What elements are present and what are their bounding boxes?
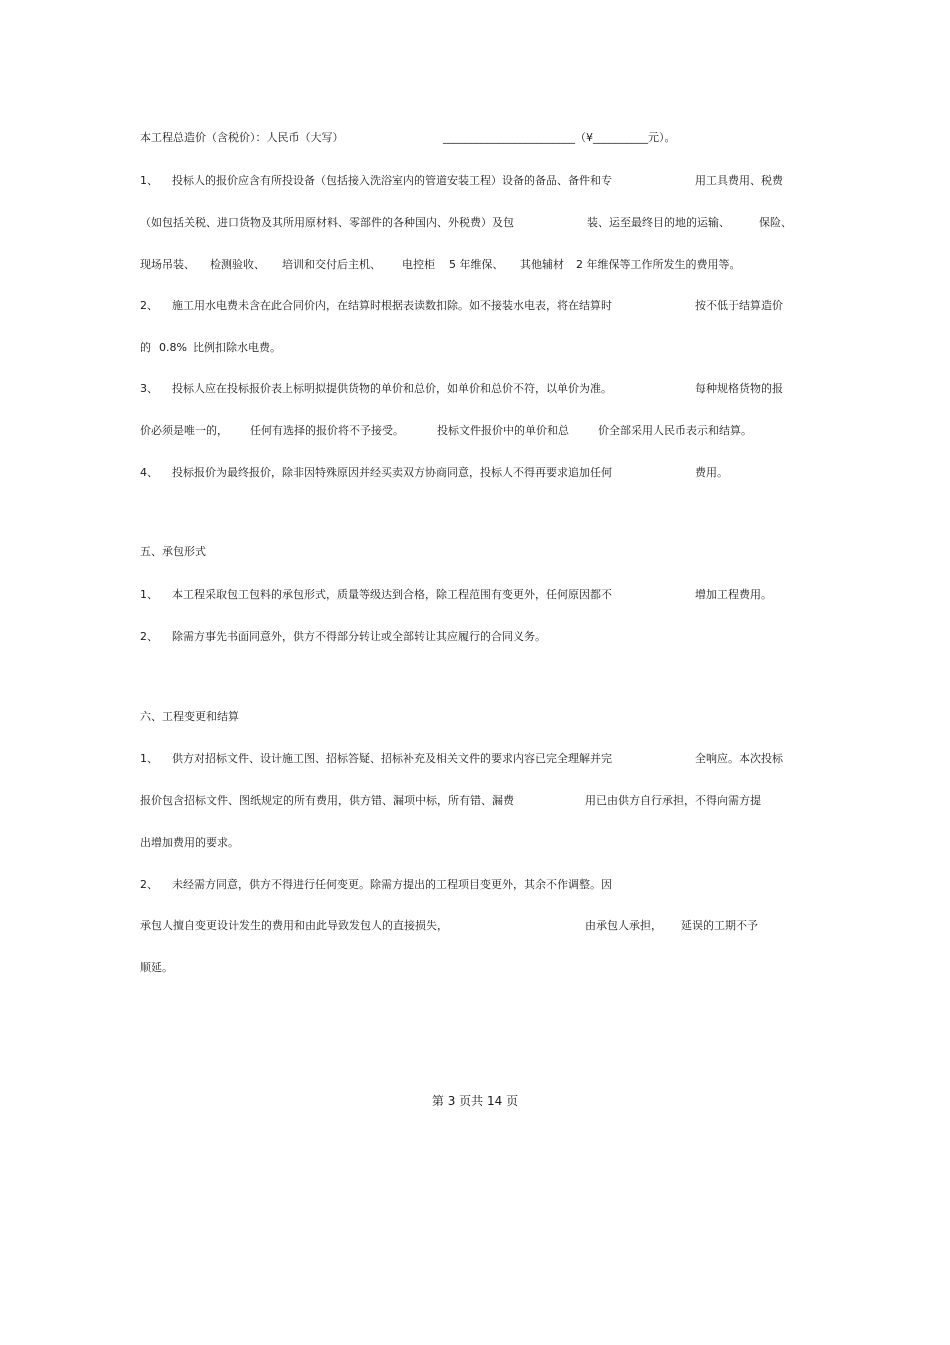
text-line-8-segment-2: 费用。: [695, 466, 728, 479]
text-line-17-segment-1: 由承包人承担，: [585, 919, 662, 932]
text-line-8-segment-0: 4、: [140, 466, 158, 479]
text-line-17-segment-2: 延误的工期不予: [681, 919, 758, 932]
text-line-5-segment-1: 0.8%: [159, 341, 187, 354]
page-footer: 第 3 页共 14 页: [431, 1094, 519, 1108]
text-line-12-segment-0: 六、工程变更和结算: [140, 710, 239, 723]
text-line-7-segment-3: 价全部采用人民币表示和结算。: [598, 424, 752, 437]
text-line-10-segment-1: 本工程采取包工包料的承包形式，质量等级达到合格，除工程范围有变更外，任何原因都不: [172, 588, 612, 601]
text-line-10-segment-0: 1、: [140, 588, 158, 601]
text-line-10-segment-2: 增加工程费用。: [695, 588, 772, 601]
text-line-1-segment-1: 投标人的报价应含有所投设备（包括接入洗浴室内的管道安装工程）设备的备品、备件和专: [172, 174, 612, 187]
text-line-13-segment-2: 全响应。本次投标: [695, 752, 783, 765]
text-line-4-segment-2: 按不低于结算造价: [695, 299, 783, 312]
text-line-4-segment-1: 施工用水电费未含在此合同价内，在结算时根据表读数扣除。如不接装水电表，将在结算时: [172, 299, 612, 312]
text-line-11-segment-1: 除需方事先书面同意外，供方不得部分转让或全部转让其应履行的合同义务。: [172, 630, 546, 643]
text-line-15-segment-0: 出增加费用的要求。: [140, 836, 239, 849]
text-line-3-segment-5: 其他辅材: [520, 258, 564, 271]
text-line-7-segment-0: 价必须是唯一的，: [140, 424, 228, 437]
text-line-13-segment-0: 1、: [140, 752, 158, 765]
text-line-9-segment-0: 五、承包形式: [140, 545, 206, 558]
text-line-6-segment-2: 每种规格货物的报: [695, 382, 783, 395]
text-line-8-segment-1: 投标报价为最终报价，除非因特殊原因并经买卖双方协商同意，投标人不得再要求追加任何: [172, 466, 612, 479]
text-line-5-segment-2: 比例扣除水电费。: [193, 341, 281, 354]
text-line-17-segment-0: 承包人擅自变更设计发生的费用和由此导致发包人的直接损失，: [140, 919, 448, 932]
text-line-0-segment-0: 本工程总造价（含税价）：人民币（大写）: [140, 131, 344, 144]
text-line-2-segment-1: 装、运至最终目的地的运输、: [587, 216, 730, 229]
text-line-11-segment-0: 2、: [140, 630, 158, 643]
text-line-14-segment-0: 报价包含招标文件、图纸规定的所有费用，供方错、漏项中标，所有错、漏费: [140, 794, 514, 807]
text-line-6-segment-1: 投标人应在投标报价表上标明拟提供货物的单价和总价，如单价和总价不符，以单价为准。: [172, 382, 612, 395]
text-line-2-segment-2: 保险、: [759, 216, 792, 229]
text-line-5-segment-0: 的: [140, 341, 151, 354]
text-line-0-segment-1: ________________________（¥__________元）。: [443, 131, 676, 144]
text-line-3-segment-0: 现场吊装、: [140, 258, 195, 271]
text-line-1-segment-2: 用工具费用、税费: [695, 174, 783, 187]
text-line-14-segment-1: 用已由供方自行承担，不得向需方提: [585, 794, 761, 807]
text-line-16-segment-0: 2、: [140, 878, 158, 891]
text-line-4-segment-0: 2、: [140, 299, 158, 312]
text-line-13-segment-1: 供方对招标文件、设计施工图、招标答疑、招标补充及相关文件的要求内容已完全理解并完: [172, 752, 612, 765]
text-line-3-segment-4: 5 年维保、: [449, 258, 504, 271]
text-line-6-segment-0: 3、: [140, 382, 158, 395]
text-line-3-segment-2: 培训和交付后主机、: [282, 258, 381, 271]
text-line-7-segment-2: 投标文件报价中的单价和总: [437, 424, 569, 437]
text-line-3-segment-6: 2 年维保等工作所发生的费用等。: [576, 258, 741, 271]
text-line-3-segment-1: 检测验收、: [210, 258, 265, 271]
text-line-1-segment-0: 1、: [140, 174, 158, 187]
text-line-3-segment-3: 电控柜: [402, 258, 435, 271]
text-line-2-segment-0: （如包括关税、进口货物及其所用原材料、零部件的各种国内、外税费）及包: [140, 216, 514, 229]
text-line-7-segment-1: 任何有选择的报价将不予接受。: [250, 424, 404, 437]
text-line-16-segment-1: 未经需方同意，供方不得进行任何变更。除需方提出的工程项目变更外，其余不作调整。因: [172, 878, 612, 891]
text-line-18-segment-0: 顺延。: [140, 961, 173, 974]
